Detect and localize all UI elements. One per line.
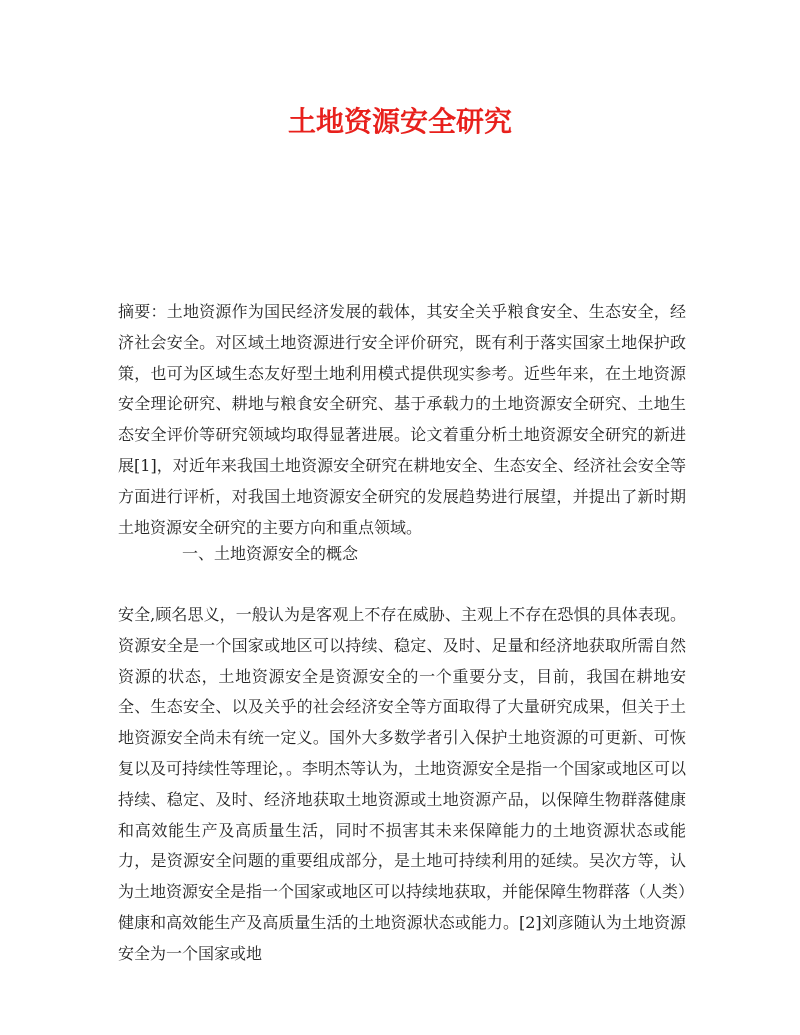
abstract-paragraph: 摘要：土地资源作为国民经济发展的载体，其安全关乎粮食安全、生态安全，经济社会安全。对区域土地资源进行安全评价研究，既有利于落实国家土地保护政策，也可为区域生态友好型土地利用模式提供现实参考。近些年来，在土地资源安全理论研究、耕地与粮食安全研究、基于承载力的土地资源安全研究、土地生态安全评价等研究领域均取得显著进展。论文着重分析土地资源安全研究的新进展[1]，对近年来我国土地资源安全研究在耕地安全、生态安全、经济社会安全等方面进行评析，对我国土地资源安全研究的发展趋势进行展望，并提出了新时期土地资源安全研究的主要方向和重点领域。 (118, 302, 686, 537)
section-body-paragraph: 安全,顾名思义，一般认为是客观上不存在威胁、主观上不存在恐惧的具体表现。资源安全是一个国家或地区可以持续、稳定、及时、足量和经济地获取所需自然资源的状态，土地资源安全是资源安全的一个重要分支，目前，我国在耕地安全、生态安全、以及关乎的社会经济安全等方面取得了大量研究成果，但关于土地资源安全尚未有统一定义。国外大多数学者引入保护土地资源的可更新、可恢复以及可持续性等理论，。李明杰等认为，土地资源安全是指一个国家或地区可以持续、稳定、及时、经济地获取土地资源或土地资源产品，以保障生物群落健康和高效能生产及高质量生活，同时不损害其未来保障能力的土地资源状态或能力，是资源安全问题的重要组成部分，是土地可持续利用的延续。吴次方等，认为土地资源安全是指一个国家或地区可以持续地获取，并能保障生物群落（人类）健康和高效能生产及高质量生活的土地资源状态或能力。[2]刘彦随认为土地资源安全为一个国家或地 (118, 605, 687, 963)
section-heading: 一、土地资源安全的概念 (182, 544, 359, 563)
document-title: 土地资源安全研究 (287, 105, 512, 138)
